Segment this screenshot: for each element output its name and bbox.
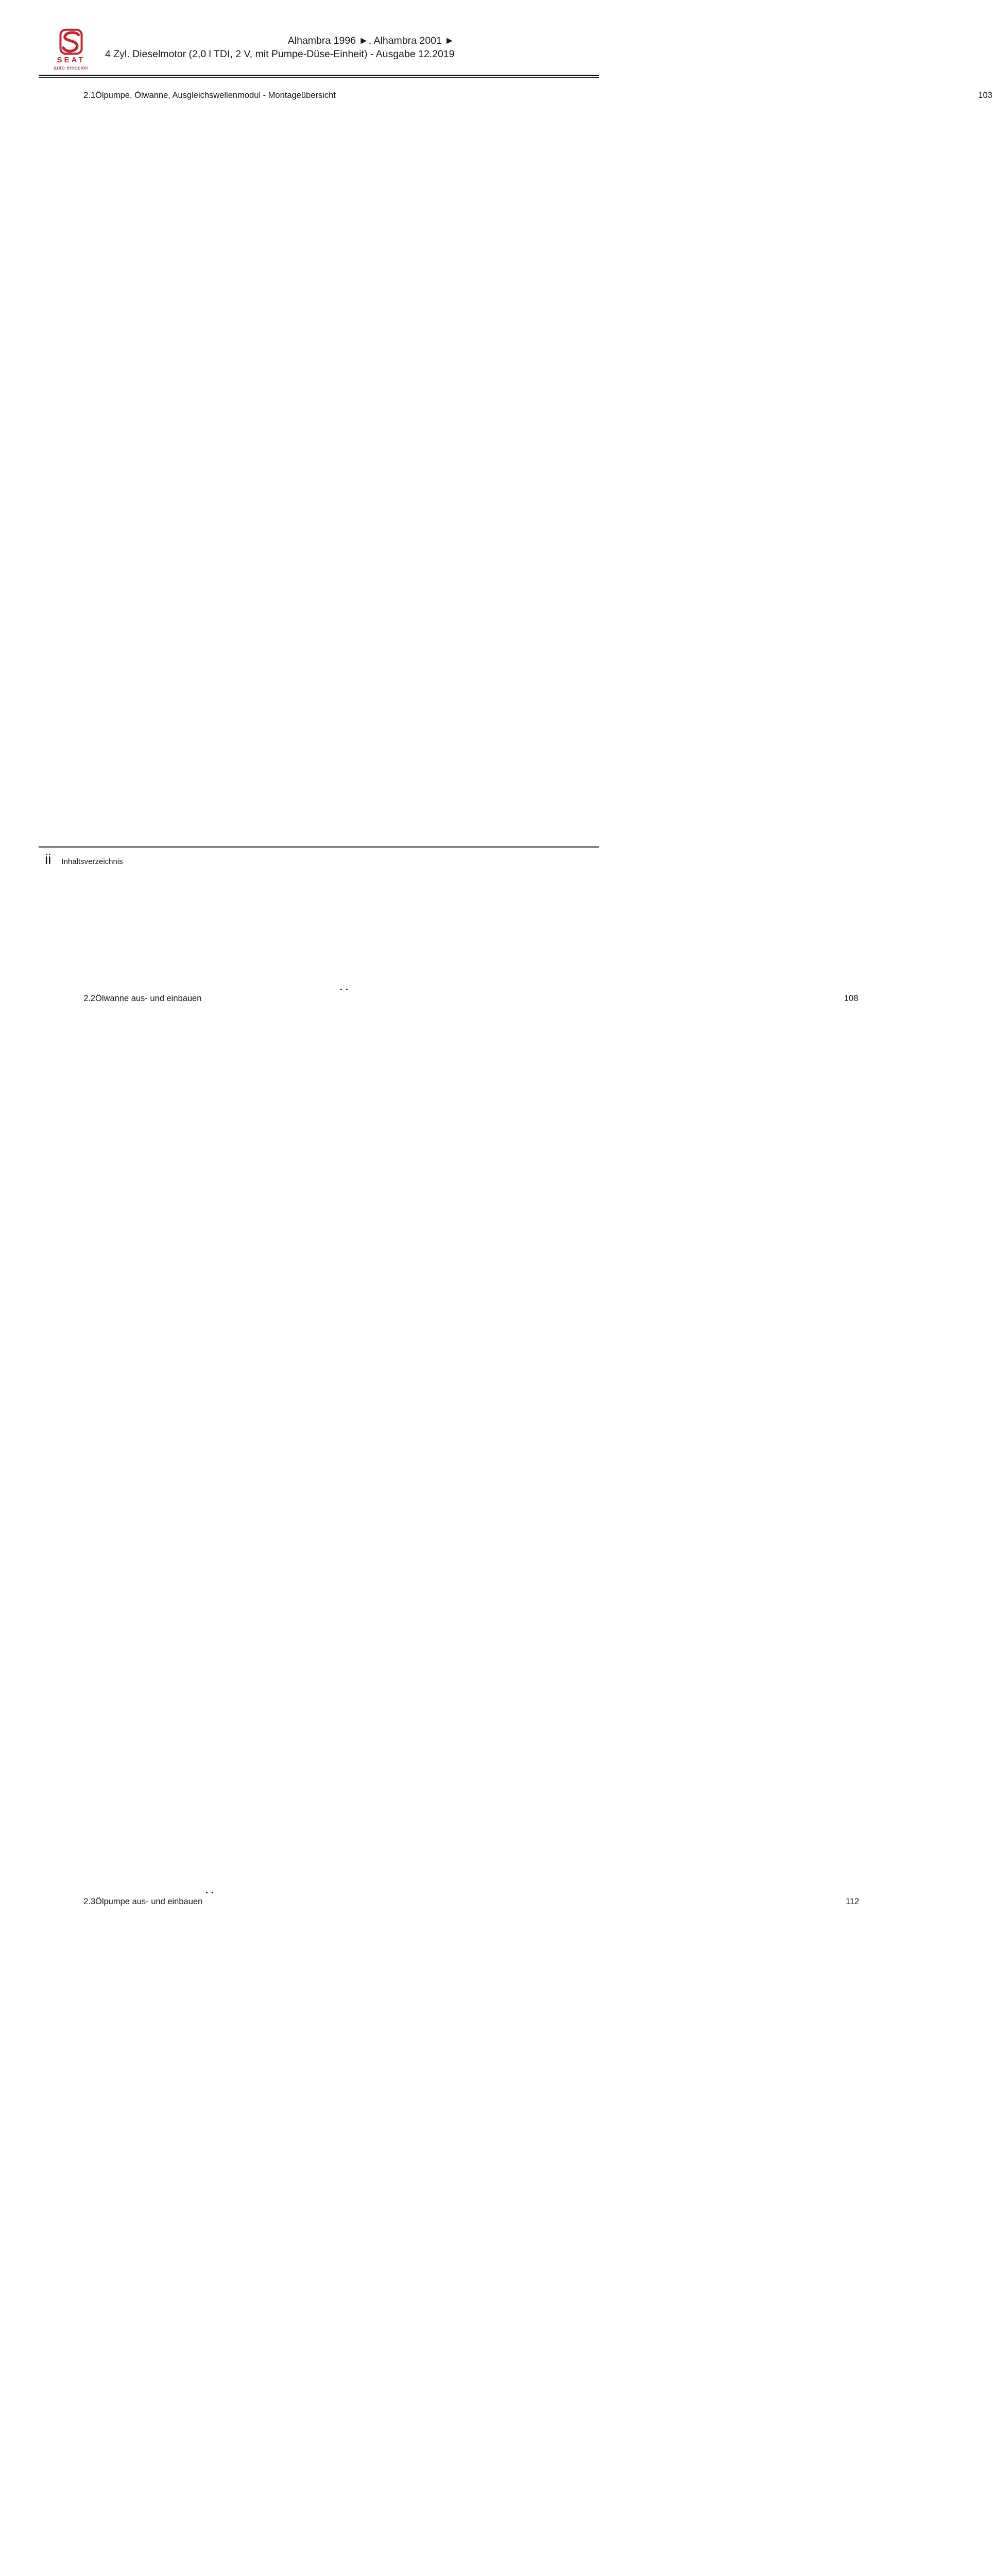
entry-page-number: 112 [220,1896,859,2576]
page-footer [39,846,599,867]
document-title-line1: Alhambra 1996 ►, Alhambra 2001 ► [287,35,455,46]
toc-entry-row [42,1896,860,2576]
seat-logo-tagline: auto emoción [54,65,89,71]
entry-page-number: 108 [219,993,858,1896]
seat-logo [46,29,96,71]
toc-entry-row [42,993,859,1896]
dot-leader [206,1896,216,2576]
entry-number: 2.3 [83,1897,95,1906]
document-title [105,29,454,71]
footer-line [39,852,599,867]
entry-page-number: 103 [354,90,992,993]
entry-title: Ölpumpe, Ölwanne, Ausgleichswellenmodul - Montageübersicht [95,91,336,100]
dot-leader [205,993,215,1896]
entry-title: Ölpumpe aus- und einbauen [95,1897,203,1906]
footer-label: Inhaltsverzeichnis [61,857,123,866]
entry-number: 2.1 [83,91,95,100]
header-divider [39,75,599,78]
entry-title: Ölwanne aus- und einbauen [95,994,202,1003]
document-title-line2: 4 Zyl. Dieselmotor (2,0 l TDI, 2 V, mit Pumpe-Düse-Einheit) - Ausgabe 12.2019 [105,48,455,60]
entry-number: 2.2 [83,994,95,1003]
seat-logo-wordmark: SEAT [57,56,85,64]
footer-divider [39,846,599,848]
seat-logo-icon [57,29,85,55]
table-of-contents [42,90,992,2576]
page-header [0,0,639,71]
page-number-marker: ii [45,851,52,867]
